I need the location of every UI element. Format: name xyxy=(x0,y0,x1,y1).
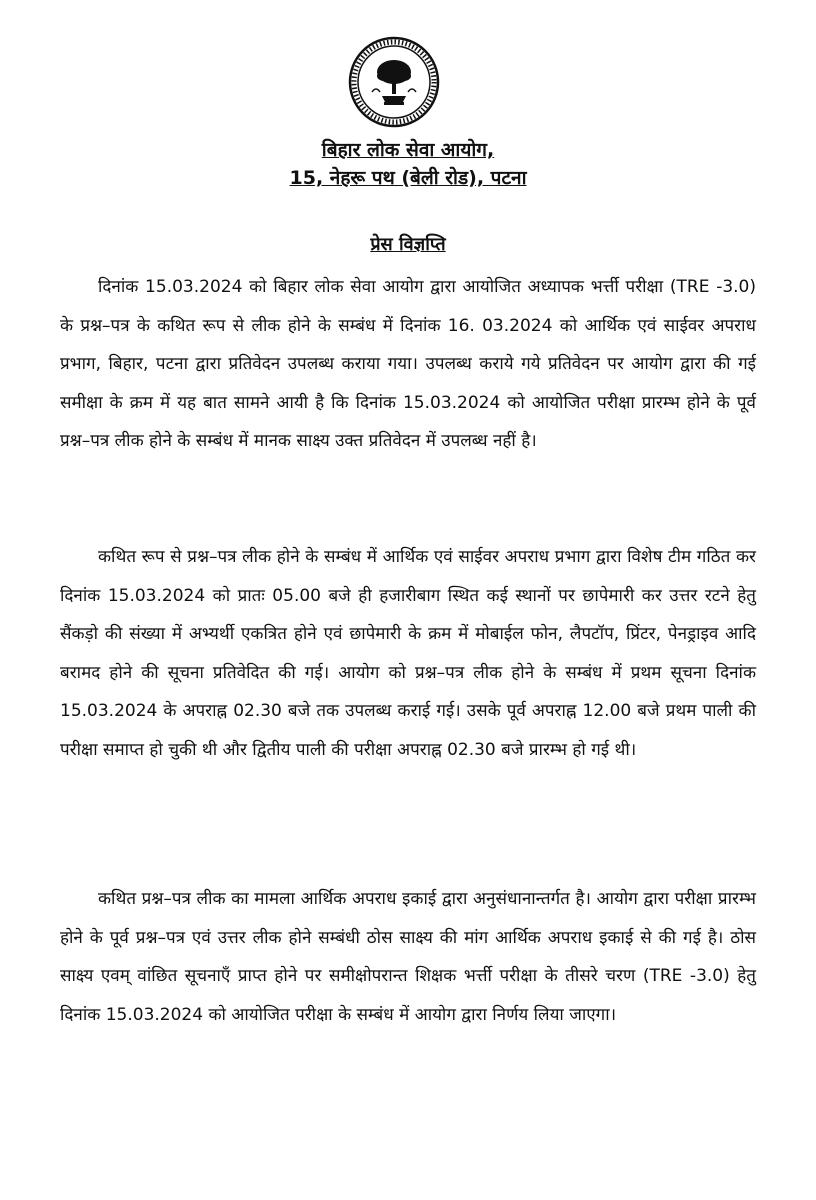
organization-name: बिहार लोक सेवा आयोग, xyxy=(321,139,495,161)
paragraph-3: कथित प्रश्न–पत्र लीक का मामला आर्थिक अपराध इकाई द्वारा अनुसंधानान्तर्गत है। आयोग द्वारा परीक्षा प्रारम्भ होने के पूर्व प्रश्न–पत्र एवं उत्तर लीक होने सम्बंधी ठोस साक्ष्य की मांग आर्थिक अपराध इकाई से की गई है। ठोस साक्ष्य एवम् वांछित सूचनाएँ प्राप्त होने पर समीक्षोपरान्त शिक्षक भर्त्ती परीक्षा के तीसरे चरण (TRE -3.0) हेतु दिनांक 15.03.2024 को आयोजित परीक्षा के सम्बंध में आयोग द्वारा निर्णय लिया जाएगा। xyxy=(60,889,756,1025)
organization-address: 15, नेहरू पथ (बेली रोड), पटना xyxy=(289,167,527,189)
commission-seal-icon xyxy=(348,36,440,128)
paragraph-1: दिनांक 15.03.2024 को बिहार लोक सेवा आयोग द्वारा आयोजित अध्यापक भर्त्ती परीक्षा (TRE -3.0) के प्रश्न–पत्र के कथित रूप से लीक होने के सम्बंध में दिनांक 16. 03.2024 को आर्थिक एवं साईवर अपराध प्रभाग, बिहार, पटना द्वारा प्रतिवेदन उपलब्ध कराया गया। उपलब्ध कराये गये प्रतिवेदन पर आयोग द्वारा की गई समीक्षा के क्रम में यह बात सामने आयी है कि दिनांक 15.03.2024 को आयोजित परीक्षा प्रारम्भ होने के पूर्व प्रश्न–पत्र लीक होने के सम्बंध में मानक साक्ष्य उक्त प्रतिवेदन में उपलब्ध नहीं है। xyxy=(60,277,756,451)
document-heading: प्रेस विज्ञप्ति xyxy=(370,234,446,255)
paragraph-2: कथित रूप से प्रश्न–पत्र लीक होने के सम्बंध में आर्थिक एवं साईवर अपराध प्रभाग द्वारा विशेष टीम गठित कर दिनांक 15.03.2024 को प्रातः 05.00 बजे ही हजारीबाग स्थित कई स्थानों पर छापेमारी कर उत्तर रटने हेतु सैंकड़ो की संख्या में अभ्यर्थी एकत्रित होने एवं छापेमारी के क्रम में मोबाईल फोन, लैपटॉप, प्रिंटर, पेनड्राइव आदि बरामद होने की सूचना प्रतिवेदित की गई। आयोग को प्रश्न–पत्र लीक होने के सम्बंध में प्रथम सूचना दिनांक 15.03.2024 के अपराह्न 02.30 बजे तक उपलब्ध कराई गई। उसके पूर्व अपराह्न 12.00 बजे प्रथम पाली की परीक्षा समाप्त हो चुकी थी और द्वितीय पाली की परीक्षा अपराह्न 02.30 बजे प्रारम्भ हो गई थी। xyxy=(60,547,756,760)
